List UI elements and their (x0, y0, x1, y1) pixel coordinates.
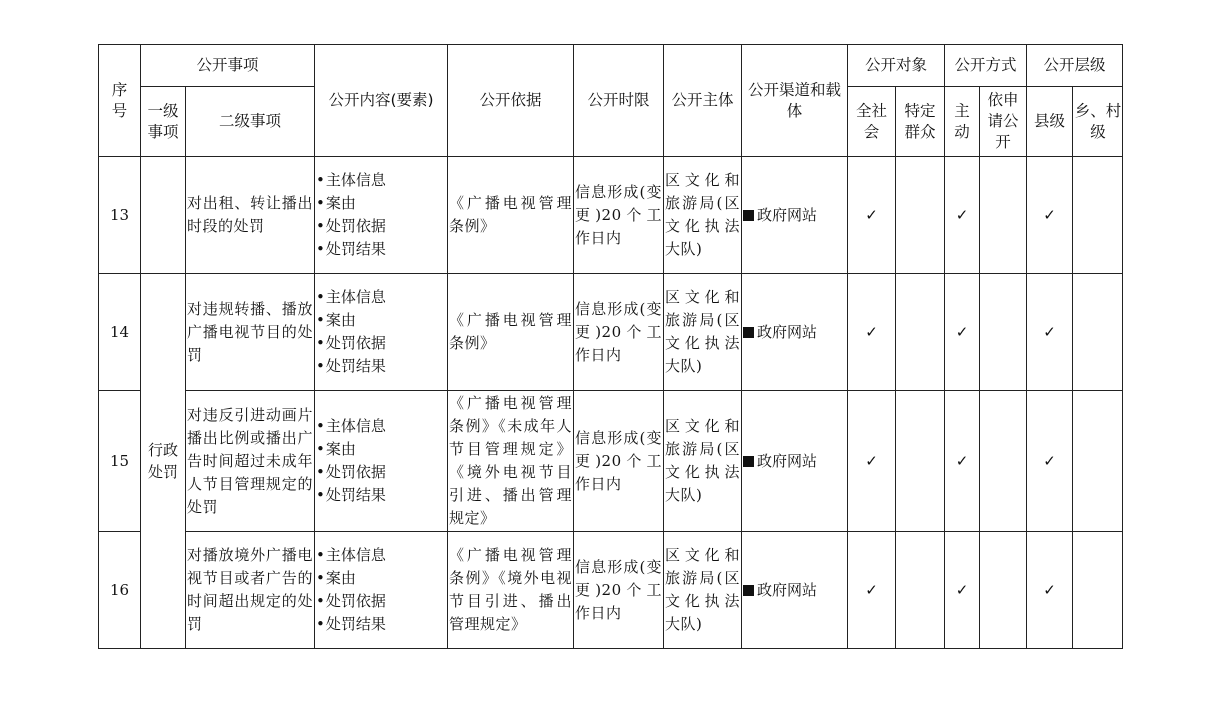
square-bullet-icon (743, 585, 754, 596)
row-subject: 区文化和旅游局(区文化执法大队) (664, 157, 742, 274)
row-subject: 区文化和旅游局(区文化执法大队) (664, 391, 742, 532)
header-mode-request: 依申请公开 (980, 87, 1027, 157)
content-item: • 处罚结果 (316, 355, 446, 378)
square-bullet-icon (743, 327, 754, 338)
cell-empty (980, 391, 1027, 532)
header-content: 公开内容(要素) (315, 45, 448, 157)
header-time: 公开时限 (574, 45, 664, 157)
row-basis: 《广播电视管理条例》 (448, 274, 574, 391)
channel-label: 政府网站 (757, 580, 818, 599)
disclosure-table (98, 44, 1123, 649)
header-target: 公开对象 (848, 45, 945, 87)
cell-empty (1073, 274, 1123, 391)
header-basis: 公开依据 (448, 45, 574, 157)
check-target-all: ✓ (848, 391, 896, 532)
cell-empty (896, 391, 945, 532)
category-blank-top (141, 157, 186, 274)
cell-empty (1073, 532, 1123, 649)
cell-empty (896, 157, 945, 274)
channel-label: 政府网站 (757, 451, 818, 470)
cell-empty (896, 532, 945, 649)
header-mode-active: 主动 (945, 87, 980, 157)
header-level-county: 县级 (1027, 87, 1073, 157)
row-basis: 《广播电视管理条例》 (448, 157, 574, 274)
content-item: • 处罚结果 (316, 613, 446, 636)
content-item: • 主体信息 (316, 544, 446, 567)
content-item: • 案由 (316, 567, 446, 590)
check-level-county: ✓ (1027, 274, 1073, 391)
content-item: • 处罚依据 (316, 215, 446, 238)
category-cell: 行政处罚 (141, 274, 186, 649)
table-row (99, 274, 1123, 391)
cell-empty (1073, 391, 1123, 532)
cell-empty (1073, 157, 1123, 274)
content-item: • 处罚依据 (316, 332, 446, 355)
content-item: • 案由 (316, 309, 446, 332)
row-channel (742, 391, 848, 532)
content-item: • 主体信息 (316, 286, 446, 309)
row-time: 信息形成(变更)20个工作日内 (574, 274, 664, 391)
row-content (315, 274, 448, 391)
row-basis: 《广播电视管理条例》《境外电视节目引进、播出管理规定》 (448, 532, 574, 649)
cell-empty (980, 532, 1027, 649)
header-level-village: 乡、村级 (1073, 87, 1123, 157)
row-basis: 《广播电视管理条例》《未成年人节目管理规定》《境外电视节目引进、播出管理规定》 (448, 391, 574, 532)
check-mode-active: ✓ (945, 532, 980, 649)
content-item: • 处罚依据 (316, 590, 446, 613)
row-content (315, 157, 448, 274)
row-seq: 13 (99, 157, 141, 274)
square-bullet-icon (743, 456, 754, 467)
check-mode-active: ✓ (945, 391, 980, 532)
check-level-county: ✓ (1027, 532, 1073, 649)
row-content (315, 532, 448, 649)
check-mode-active: ✓ (945, 274, 980, 391)
row-channel (742, 532, 848, 649)
row-item: 对出租、转让播出时段的处罚 (186, 157, 315, 274)
header-channel: 公开渠道和载体 (742, 45, 848, 157)
header-target-group: 特定群众 (896, 87, 945, 157)
row-item: 对违反引进动画片播出比例或播出广告时间超过未成年人节目管理规定的处罚 (186, 391, 315, 532)
cell-empty (980, 274, 1027, 391)
row-subject: 区文化和旅游局(区文化执法大队) (664, 532, 742, 649)
table-row (99, 157, 1123, 274)
content-item: • 主体信息 (316, 169, 446, 192)
row-seq: 15 (99, 391, 141, 532)
channel-label: 政府网站 (757, 322, 818, 341)
table-row (99, 391, 1123, 532)
cell-empty (980, 157, 1027, 274)
header-level1: 一级事项 (141, 87, 186, 157)
content-item: • 主体信息 (316, 415, 446, 438)
row-item: 对播放境外广播电视节目或者广告的时间超出规定的处罚 (186, 532, 315, 649)
check-level-county: ✓ (1027, 391, 1073, 532)
content-item: • 案由 (316, 192, 446, 215)
check-mode-active: ✓ (945, 157, 980, 274)
row-time: 信息形成(变更)20个工作日内 (574, 532, 664, 649)
content-item: • 处罚结果 (316, 484, 446, 507)
header-target-all: 全社会 (848, 87, 896, 157)
header-item: 公开事项 (141, 45, 315, 87)
row-seq: 14 (99, 274, 141, 391)
header-level: 公开层级 (1027, 45, 1123, 87)
square-bullet-icon (743, 210, 754, 221)
row-channel (742, 157, 848, 274)
channel-label: 政府网站 (757, 205, 818, 224)
row-seq: 16 (99, 532, 141, 649)
check-target-all: ✓ (848, 157, 896, 274)
row-content (315, 391, 448, 532)
row-channel (742, 274, 848, 391)
row-subject: 区文化和旅游局(区文化执法大队) (664, 274, 742, 391)
content-item: • 案由 (316, 438, 446, 461)
check-level-county: ✓ (1027, 157, 1073, 274)
cell-empty (896, 274, 945, 391)
check-target-all: ✓ (848, 274, 896, 391)
header-mode: 公开方式 (945, 45, 1027, 87)
row-time: 信息形成(变更)20个工作日内 (574, 157, 664, 274)
row-time: 信息形成(变更)20个工作日内 (574, 391, 664, 532)
header-seq: 序号 (99, 45, 141, 157)
header-level2: 二级事项 (186, 87, 315, 157)
header-subject: 公开主体 (664, 45, 742, 157)
table-row (99, 532, 1123, 649)
row-item: 对违规转播、播放广播电视节目的处罚 (186, 274, 315, 391)
content-item: • 处罚结果 (316, 238, 446, 261)
content-item: • 处罚依据 (316, 461, 446, 484)
check-target-all: ✓ (848, 532, 896, 649)
